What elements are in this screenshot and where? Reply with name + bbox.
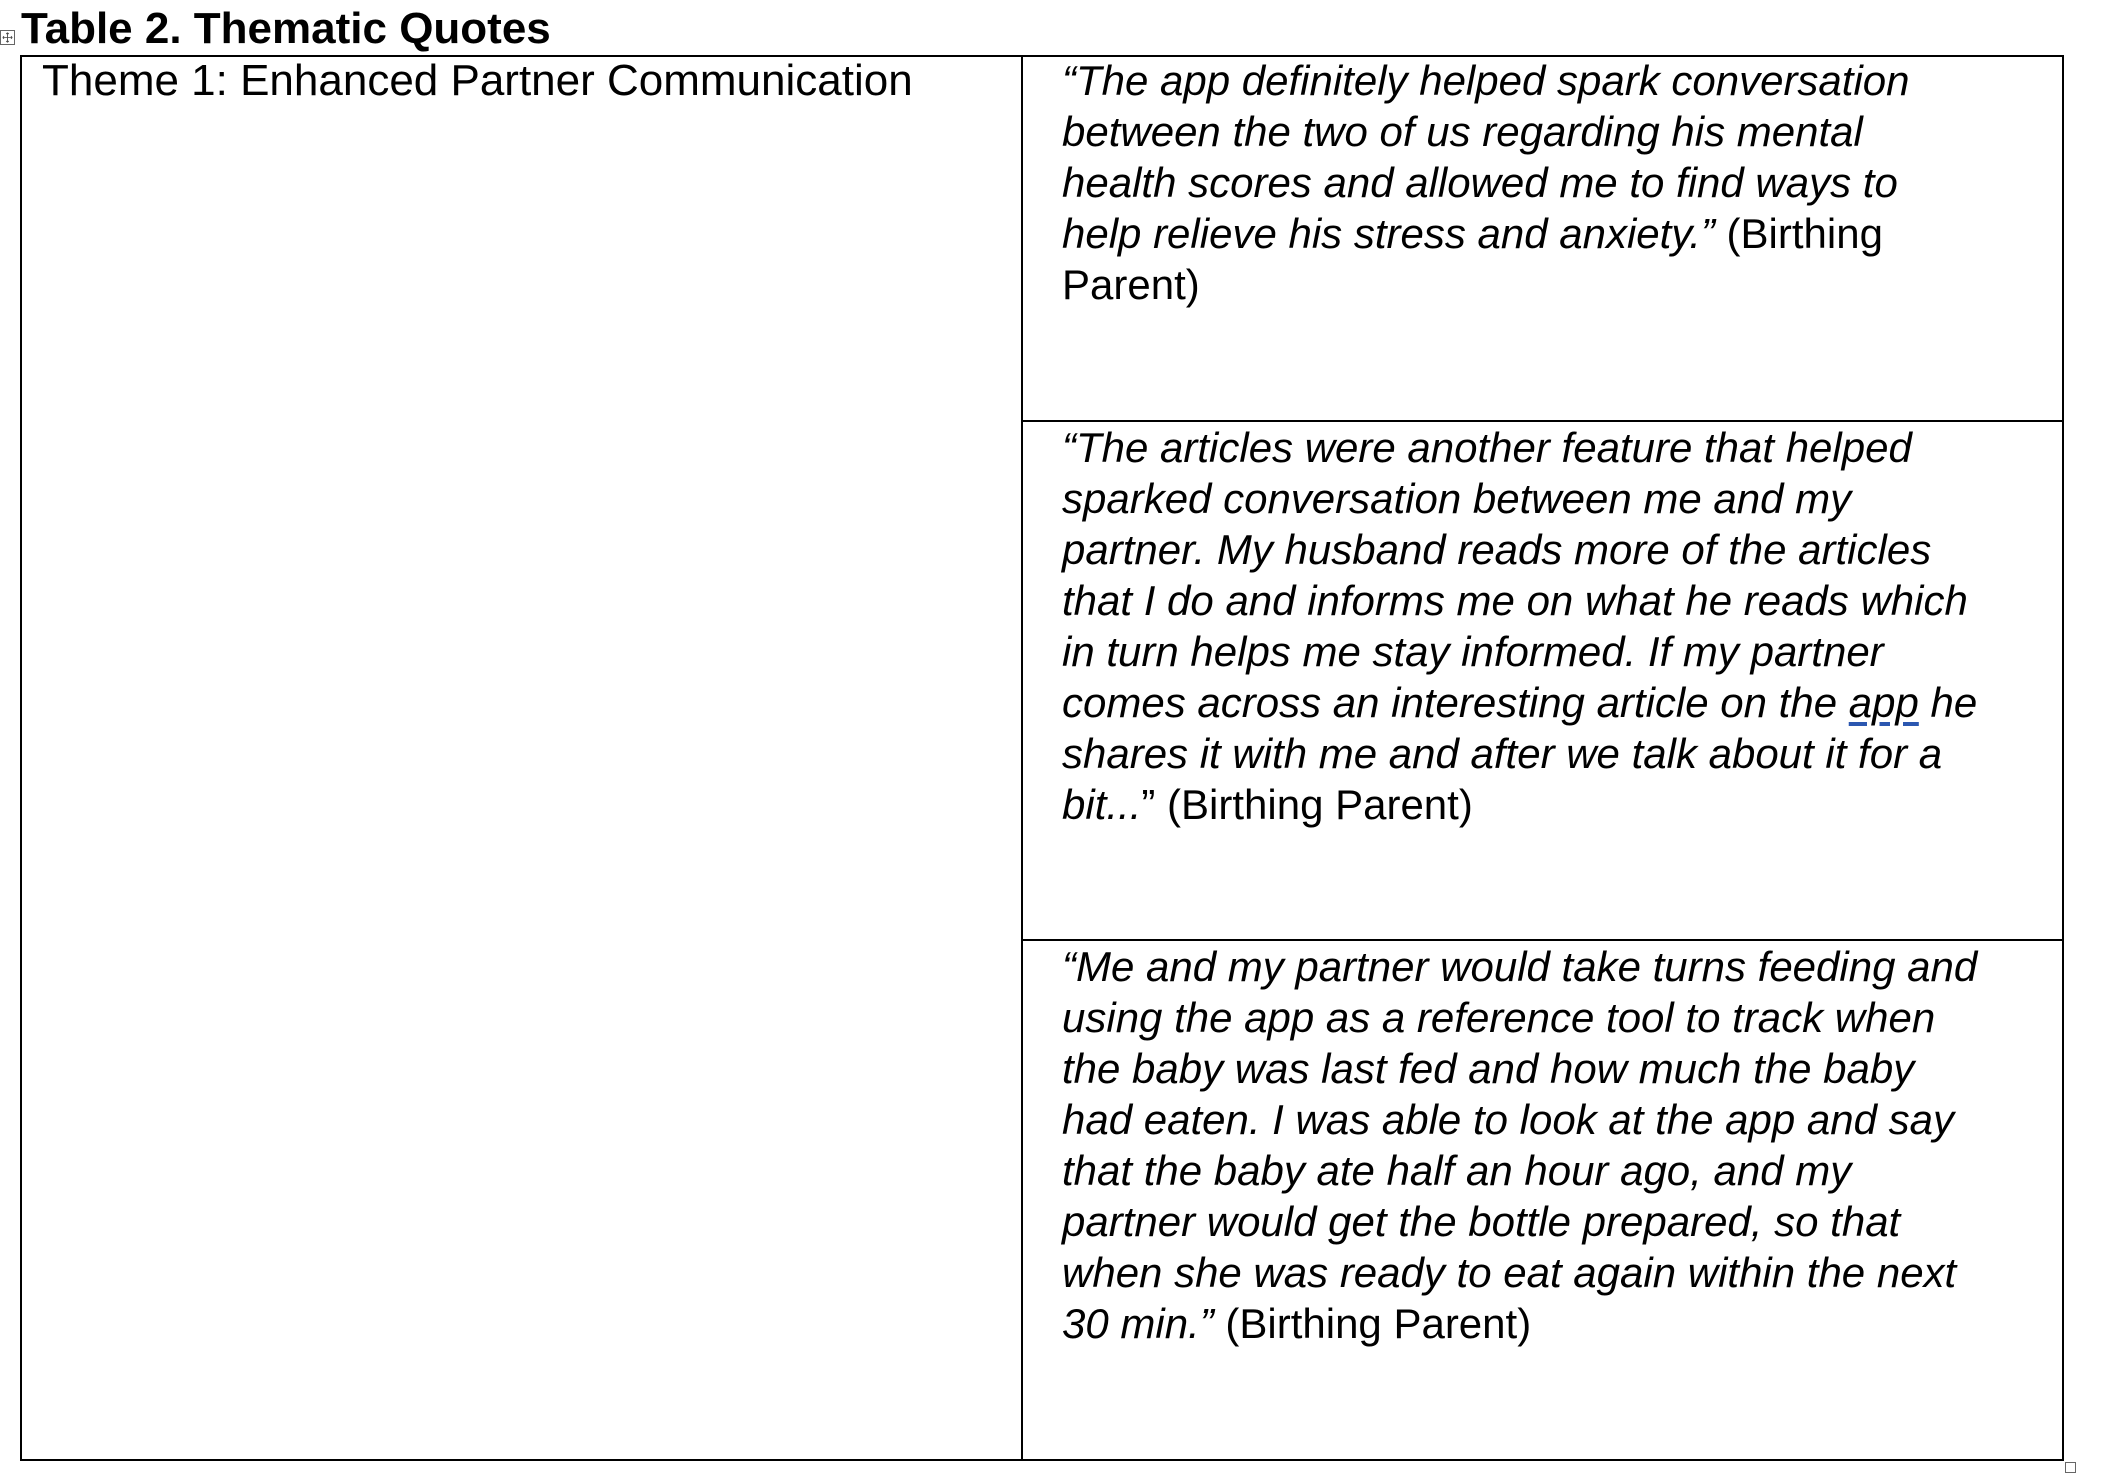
quote-cell-2 <box>1062 422 2057 830</box>
table-resize-handle-icon[interactable] <box>2065 1462 2076 1473</box>
quote-line: health scores and allowed me to find ways to <box>1062 159 1898 206</box>
quote-cell-1 <box>1062 55 2057 310</box>
quote-line: bit... <box>1062 781 1142 828</box>
quote-attribution: (Birthing <box>1714 210 1883 257</box>
quote-line: “The app definitely helped spark conversation <box>1062 57 1910 104</box>
quote-line: help relieve his stress and anxiety.” <box>1062 210 1715 257</box>
quote-line: 30 min.” <box>1062 1300 1214 1347</box>
quote-line: in turn helps me stay informed. If my partner <box>1062 628 1884 675</box>
quote-line: partner. My husband reads more of the articles <box>1062 526 1932 573</box>
quote-line: partner would get the bottle prepared, so that <box>1062 1198 1901 1245</box>
quote-line: “The articles were another feature that helped <box>1062 424 1912 471</box>
quote-line: using the app as a reference tool to track when <box>1062 994 1936 1041</box>
quote-attribution: Parent) <box>1062 261 1200 308</box>
quote-line: had eaten. I was able to look at the app and say <box>1062 1096 1954 1143</box>
quote-line: the baby was last fed and how much the baby <box>1062 1045 1915 1092</box>
quote-line: he <box>1918 679 1978 726</box>
quote-line: sparked conversation between me and my <box>1062 475 1852 522</box>
quote-line: shares it with me and after we talk about it for a <box>1062 730 1943 777</box>
quote-line: “Me and my partner would take turns feeding and <box>1062 943 1978 990</box>
quote-attribution: ” (Birthing Parent) <box>1141 781 1473 828</box>
table-move-handle-icon[interactable] <box>0 30 15 45</box>
quote-line: between the two of us regarding his mental <box>1062 108 1863 155</box>
quote-attribution: (Birthing Parent) <box>1213 1300 1532 1347</box>
quote-line: that the baby ate half an hour ago, and my <box>1062 1147 1852 1194</box>
quote-cell-3 <box>1062 941 2057 1349</box>
table-title: Table 2. Thematic Quotes <box>21 4 551 53</box>
spellcheck-underlined-word[interactable]: app <box>1848 679 1919 726</box>
quote-line: when she was ready to eat again within the next <box>1062 1249 1957 1296</box>
quote-line: that I do and informs me on what he reads which <box>1062 577 1968 624</box>
column-divider <box>1021 55 1023 1461</box>
quote-line: comes across an interesting article on the <box>1062 679 1849 726</box>
theme-cell: Theme 1: Enhanced Partner Communication <box>42 56 913 105</box>
